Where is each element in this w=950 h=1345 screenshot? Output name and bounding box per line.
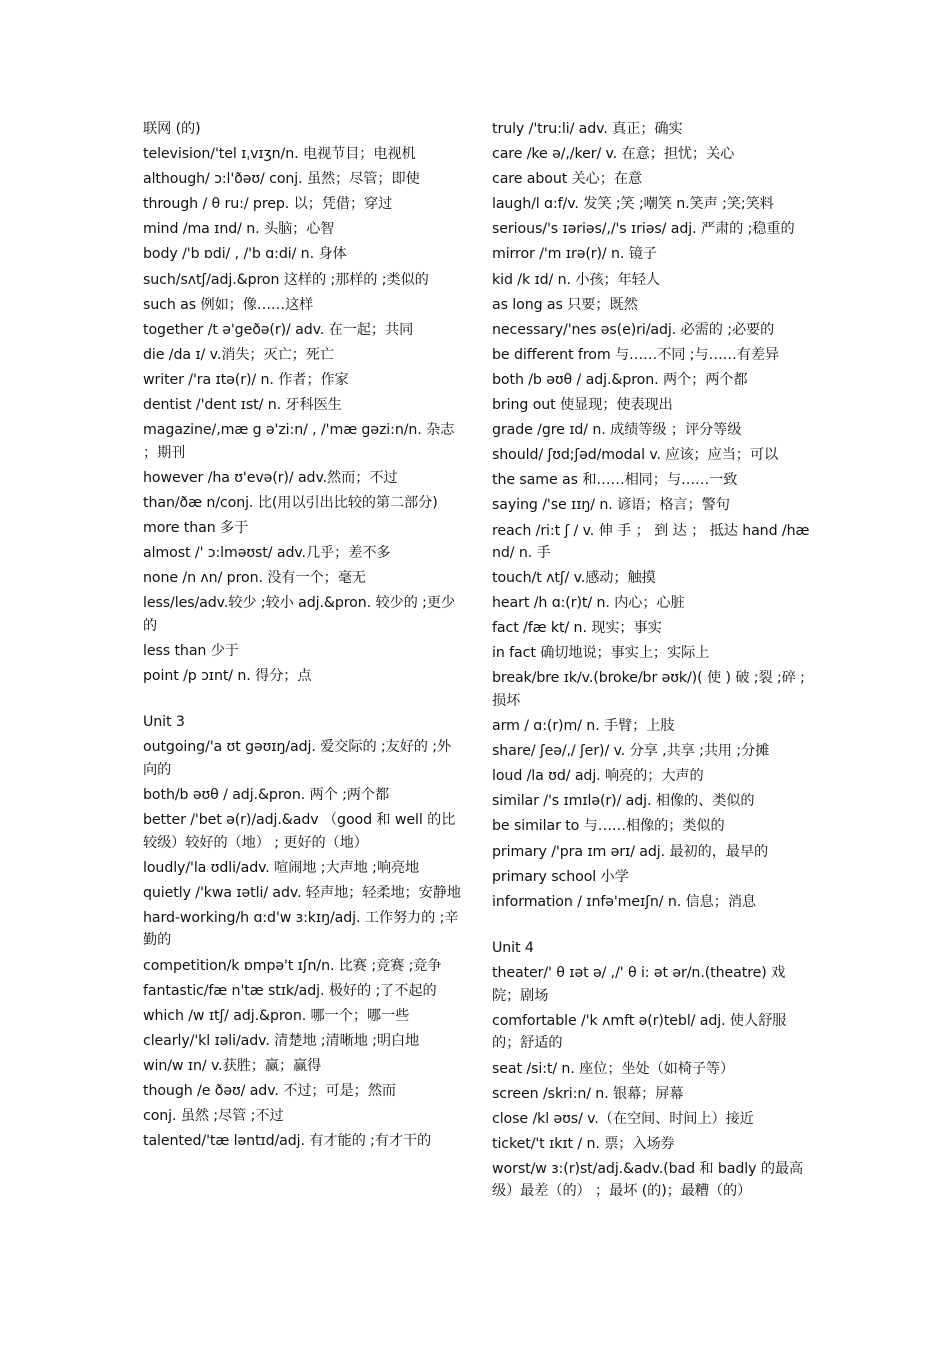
right-vocab-entry: care /ke ə/,/ker/ v. 在意；担忧；关心	[492, 146, 735, 163]
right-vocab-entry: grade /gre ɪd/ n. 成绩等级 ；评分等级	[492, 422, 742, 439]
right-text-column	[492, 118, 810, 1205]
left-text-column	[143, 118, 461, 1155]
left-vocab-entry: both/b əʊθ / adj.&pron. 两个 ;两个都	[143, 787, 390, 804]
right-vocab-entry: heart /h ɑ:(r)t/ n. 内心；心脏	[492, 595, 685, 612]
left-vocab-entry: competition/k ɒmpə't ɪʃn/n. 比赛 ;竞赛 ;竞争	[143, 957, 442, 974]
left-vocab-entry: mind /ma ɪnd/ n. 头脑；心智	[143, 221, 335, 238]
right-vocab-entry: arm / ɑ:(r)m/ n. 手臂；上肢	[492, 718, 675, 735]
left-unit-heading: Unit 3	[143, 714, 185, 731]
left-vocab-entry: loudly/'la ʊdli/adv. 喧闹地 ;大声地 ;响亮地	[143, 859, 420, 876]
right-vocab-entry: in fact 确切地说；事实上；实际上	[492, 645, 710, 662]
left-vocab-entry: conj. 虽然 ;尽管 ;不过	[143, 1108, 284, 1125]
left-vocab-entry: which /w ɪtʃ/ adj.&pron. 哪一个；哪一些	[143, 1007, 410, 1024]
left-vocab-entry: outgoing/'a ʊt gəʊɪŋ/adj. 爱交际的 ;友好的 ;外向的	[143, 739, 452, 778]
left-vocab-entry: more than 多于	[143, 519, 249, 536]
left-vocab-entry: win/w ɪn/ v.获胜；赢；赢得	[143, 1057, 322, 1074]
right-vocab-entry: comfortable /'k ʌmft ə(r)tebl/ adj. 使人舒服的；舒适的	[492, 1012, 787, 1052]
left-vocab-entry: though /e ðəʊ/ adv. 不过；可是；然而	[143, 1083, 396, 1099]
left-vocab-entry: such as 例如；像……这样	[143, 296, 314, 313]
right-unit-heading: Unit 4	[492, 940, 534, 957]
left-vocab-entry: together /t ə'geðə(r)/ adv. 在一起；共同	[143, 321, 414, 338]
left-vocab-entry: less/les/adv.较少 ;较小 adj.&pron. 较少的 ;更少的	[143, 595, 455, 634]
left-vocab-entry: through / θ ru:/ prep. 以；凭借；穿过	[143, 196, 393, 213]
right-vocab-entry: the same as 和……相同；与……一致	[492, 472, 738, 489]
right-vocab-entry: kid /k ɪd/ n. 小孩；年轻人	[492, 271, 660, 288]
right-vocab-entry: both /b əʊθ / adj.&pron. 两个；两个都	[492, 371, 748, 388]
left-vocab-entry: however /ha ʊ'evə(r)/ adv.然而；不过	[143, 469, 398, 486]
right-vocab-entry: loud /la ʊd/ adj. 响亮的；大声的	[492, 768, 704, 785]
right-vocab-entry: break/bre ɪk/v.(broke/br əʊk/)( 使 ) 破 ;裂 ;碎 ;损坏	[492, 670, 805, 709]
left-vocab-entry: television/'tel ɪˌvɪʒn/n. 电视节目；电视机	[143, 146, 416, 163]
right-vocab-entry: similar /'s ɪmɪlə(r)/ adj. 相像的、类似的	[492, 793, 755, 810]
right-vocab-entry: fact /fæ kt/ n. 现实；事实	[492, 620, 662, 637]
right-vocab-entry: share/ ʃeə/,/ ʃer)/ v. 分享 ,共享 ;共用 ;分摊	[492, 743, 770, 760]
left-vocab-entry: almost /' ɔ:lməʊst/ adv.几乎；差不多	[143, 545, 391, 561]
right-vocab-entry: care about 关心；在意	[492, 171, 643, 188]
left-vocab-entry: body /'b ɒdi/ , /'b ɑ:di/ n. 身体	[143, 246, 347, 263]
right-vocab-entry: information / ɪnfə'meɪʃn/ n. 信息；消息	[492, 893, 756, 910]
left-vocab-entry: talented/'tæ ləntɪd/adj. 有才能的 ;有才干的	[143, 1133, 432, 1150]
right-vocab-entry: necessary/'nes əs(e)ri/adj. 必需的 ;必要的	[492, 321, 775, 338]
right-vocab-entry: ticket/'t ɪkɪt / n. 票；入场券	[492, 1135, 675, 1152]
left-vocab-entry: quietly /'kwa ɪətli/ adv. 轻声地；轻柔地；安静地	[143, 884, 461, 901]
left-vocab-entry: hard-working/h ɑ:d'w ɜ:kɪŋ/adj. 工作努力的 ;辛勤的	[143, 909, 459, 949]
right-vocab-entry: touch/t ʌtʃ/ v.感动；触摸	[492, 570, 656, 587]
right-vocab-entry: as long as 只要；既然	[492, 296, 638, 313]
left-vocab-entry: die /da ɪ/ v.消失；灭亡；死亡	[143, 346, 334, 363]
left-vocab-entry: clearly/'kl ɪəli/adv. 清楚地 ;清晰地 ;明白地	[143, 1032, 420, 1049]
left-vocab-entry: point /p ɔɪnt/ n. 得分；点	[143, 667, 312, 684]
left-vocab-entry: 联网 (的)	[143, 121, 201, 137]
right-vocab-entry: reach /ri:t ʃ / v. 伸 手 ； 到 达 ； 抵达 hand /hæ nd/ n. 手	[492, 522, 810, 561]
right-vocab-entry: be different from 与……不同 ;与……有差异	[492, 346, 780, 363]
right-vocab-entry: mirror /'m ɪrə(r)/ n. 镜子	[492, 246, 657, 263]
left-vocab-entry: dentist /'dent ɪst/ n. 牙科医生	[143, 397, 342, 414]
right-vocab-entry: should/ ʃʊd;ʃəd/modal v. 应该；应当；可以	[492, 447, 779, 464]
right-vocab-entry: close /kl əʊs/ v.（在空间、时间上）接近	[492, 1110, 754, 1127]
right-vocab-entry: worst/w ɜ:(r)st/adj.&adv.(bad 和 badly 的最高级）最差（的） ；最坏 (的)；最糟（的）	[492, 1160, 804, 1200]
left-vocab-entry: better /'bet ə(r)/adj.&adv （good 和 well 的比较级）较好的（地） ; 更好的（地）	[143, 812, 456, 851]
right-vocab-entry: saying /'se ɪɪŋ/ n. 谚语；格言；警句	[492, 497, 730, 514]
left-vocab-entry: magazine/,mæ g ə'zi:n/ , /'mæ gəzi:n/n. 杂志 ；期刊	[143, 422, 455, 461]
right-vocab-entry: laugh/l ɑ:f/v. 发笑 ;笑 ;嘲笑 n.笑声 ;笑;笑料	[492, 196, 774, 213]
left-vocab-entry: fantastic/fæ n'tæ stɪk/adj. 极好的 ;了不起的	[143, 982, 437, 999]
left-vocab-entry: less than 少于	[143, 642, 239, 659]
left-vocab-entry: such/sʌtʃ/adj.&pron 这样的 ;那样的 ;类似的	[143, 271, 429, 288]
right-vocab-entry: screen /skri:n/ n. 银幕；屏幕	[492, 1085, 684, 1102]
right-vocab-entry: serious/'s ɪəriəs/,/'s ɪriəs/ adj. 严肃的 ;稳重的	[492, 221, 795, 238]
left-vocab-entry: than/ðæ n/conj. 比(用以引出比较的第二部分)	[143, 494, 438, 511]
right-vocab-entry: primary school 小学	[492, 868, 629, 885]
right-vocab-entry: be similar to 与……相像的；类似的	[492, 818, 725, 835]
left-vocab-entry: none /n ʌn/ pron. 没有一个；毫无	[143, 570, 366, 587]
right-vocab-entry: bring out 使显现；使表现出	[492, 397, 673, 414]
right-vocab-entry: seat /si:t/ n. 座位；坐处（如椅子等）	[492, 1060, 735, 1077]
right-vocab-entry: truly /'tru:li/ adv. 真正；确实	[492, 121, 683, 137]
right-vocab-entry: theater/' θ ɪət ə/ ,/' θ i: ət ər/n.(theatre) 戏院；剧场	[492, 965, 786, 1004]
left-vocab-entry: writer /'ra ɪtə(r)/ n. 作者；作家	[143, 371, 349, 388]
right-vocab-entry: primary /'pra ɪm ərɪ/ adj. 最初的，最早的	[492, 843, 769, 860]
left-vocab-entry: although/ ɔ:l'ðəʊ/ conj. 虽然；尽管；即使	[143, 171, 420, 188]
